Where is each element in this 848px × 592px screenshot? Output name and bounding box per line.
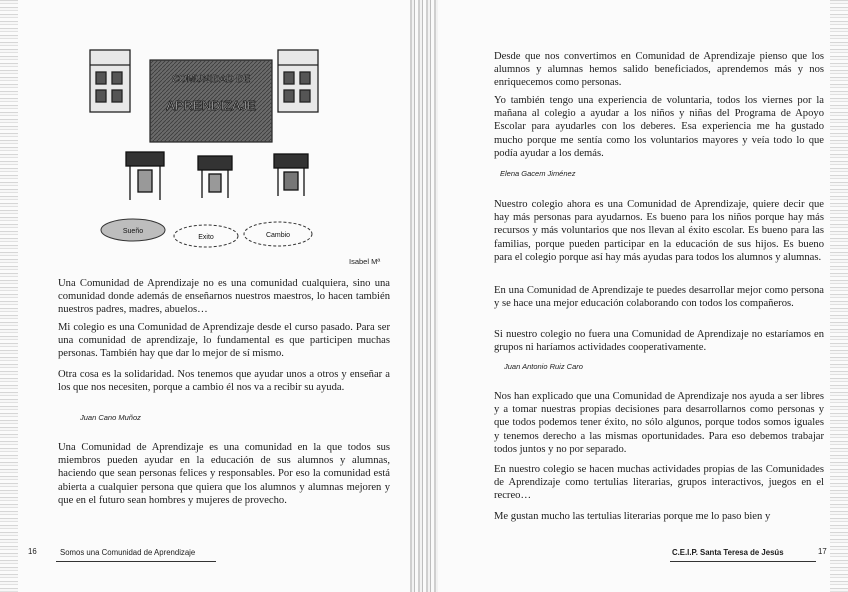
right-page-number: 17 — [818, 547, 827, 556]
right-paragraph-8: Me gustan mucho las tertulias literarias porque me lo paso bien y — [494, 511, 771, 522]
banner-line1: COMUNIDAD DE — [171, 74, 251, 85]
right-footer-title: C.E.I.P. Santa Teresa de Jesús — [672, 548, 784, 557]
book-gutter — [410, 0, 438, 592]
right-paragraph-5: Si nuestro colegio no fuera una Comunidad de Aprendizaje no estaríamos en grupos ni haríamos actividades cooperativamente. — [494, 329, 824, 354]
left-page-number: 16 — [28, 547, 37, 556]
left-paragraph-2: Mi colegio es una Comunidad de Aprendizaje desde el curso pasado. Para ser una comunidad de aprendizaje, lo fundamental es que participen muchas personas. También hay que dar lo mejor de sí mismo. — [58, 322, 390, 360]
scan-noise-left — [0, 0, 18, 592]
right-signature-1: Elena Gacem Jiménez — [500, 169, 576, 178]
left-paragraph-1: Una Comunidad de Aprendizaje no es una comunidad cualquiera, sino una comunidad donde además de enseñarnos nuestros maestros, lo hacen también nuestros padres, madres, abuelos… — [58, 278, 390, 316]
left-paragraph-4: Una Comunidad de Aprendizaje es una comunidad en la que todos sus miembros pueden ayudar en la educación de sus alumnos y alumnas, haciendo que sean personas felices y responsables. Por eso la comunidad está abierta a cualquier persona que quiera que los alumnos y alumnas mejoren y que en el futuro sean hombres y mujeres de provecho. — [58, 442, 390, 506]
drawing-credit: Isabel Mª — [349, 257, 381, 266]
right-paragraph-4: En una Comunidad de Aprendizaje te puedes desarrollar mejor como persona y se hace una mejor educación colaborando con todos los compañeros. — [494, 285, 824, 310]
left-paragraph-3: Otra cosa es la solidaridad. Nos tenemos que ayudar unos a otros y enseñar a los que nos necesiten, porque a cambio él nos va a recibir su ayuda. — [58, 369, 390, 394]
right-paragraph-3: Nuestro colegio ahora es una Comunidad de Aprendizaje, quiere decir que hay más personas para ayudarnos. Es bueno para los niños porque hay más recursos y más voluntarios que nos llevan al éxito escolar. Es bueno para las familias, porque pueden participar en la educación de sus hijos. Es bueno para el colegio porque así hay más ayudas para todos los alumnos y alumnas. — [494, 199, 824, 263]
right-paragraph-7: En nuestro colegio se hacen muchas actividades propias de las Comunidades de Aprendizaje como tertulias literarias, grupos interactivos, juegos en el recreo… — [494, 464, 824, 502]
left-footer-line — [56, 561, 216, 562]
children-drawing — [78, 40, 328, 255]
left-signature: Juan Cano Muñoz — [80, 413, 141, 422]
right-page — [438, 0, 848, 592]
banner-line2: APRENDIZAJE — [166, 98, 256, 113]
cloud-label-2: Exito — [198, 234, 214, 241]
drawing-kiosk-1 — [126, 152, 164, 200]
left-page — [0, 0, 410, 592]
drawing-kiosk-2 — [198, 156, 232, 198]
right-paragraph-2: Yo también tengo una experiencia de voluntaria, todos los viernes por la mañana al colegio a ayudar a los niños y niñas del Programa de Apoyo Escolar para ayudarles con los deberes. Esa experiencia me ha gustado mucho porque me sentía como los voluntarios mayores y veía todo lo que podía ayudar a los demás. — [494, 95, 824, 159]
cloud-label-3: Cambio — [265, 232, 291, 239]
left-footer-title: Somos una Comunidad de Aprendizaje — [60, 548, 196, 557]
drawing-banner — [150, 60, 272, 142]
right-paragraph-1: Desde que nos convertimos en Comunidad de Aprendizaje pienso que los alumnos y alumnas hemos salido beneficiados, aprendemos más y nos enriquecemos como personas. — [494, 51, 824, 89]
scan-noise-right — [830, 0, 848, 592]
right-paragraph-6: Nos han explicado que una Comunidad de Aprendizaje nos ayuda a ser libres y a tomar nuestras propias decisiones para desarrollarnos como personas y que todos podemos tener éxito, no sólo algunos, porque todos somos iguales y tenemos derecho a las mismas oportunidades. Para eso debemos trabajar todos juntos y no por separado. — [494, 391, 824, 455]
right-signature-2: Juan Antonio Ruiz Caro — [504, 362, 583, 371]
drawing-kiosk-3 — [274, 154, 308, 196]
drawing-building-left — [90, 50, 130, 112]
drawing-building-right — [278, 50, 318, 112]
right-footer-line — [670, 561, 816, 562]
cloud-label-1: Sueño — [122, 228, 144, 235]
